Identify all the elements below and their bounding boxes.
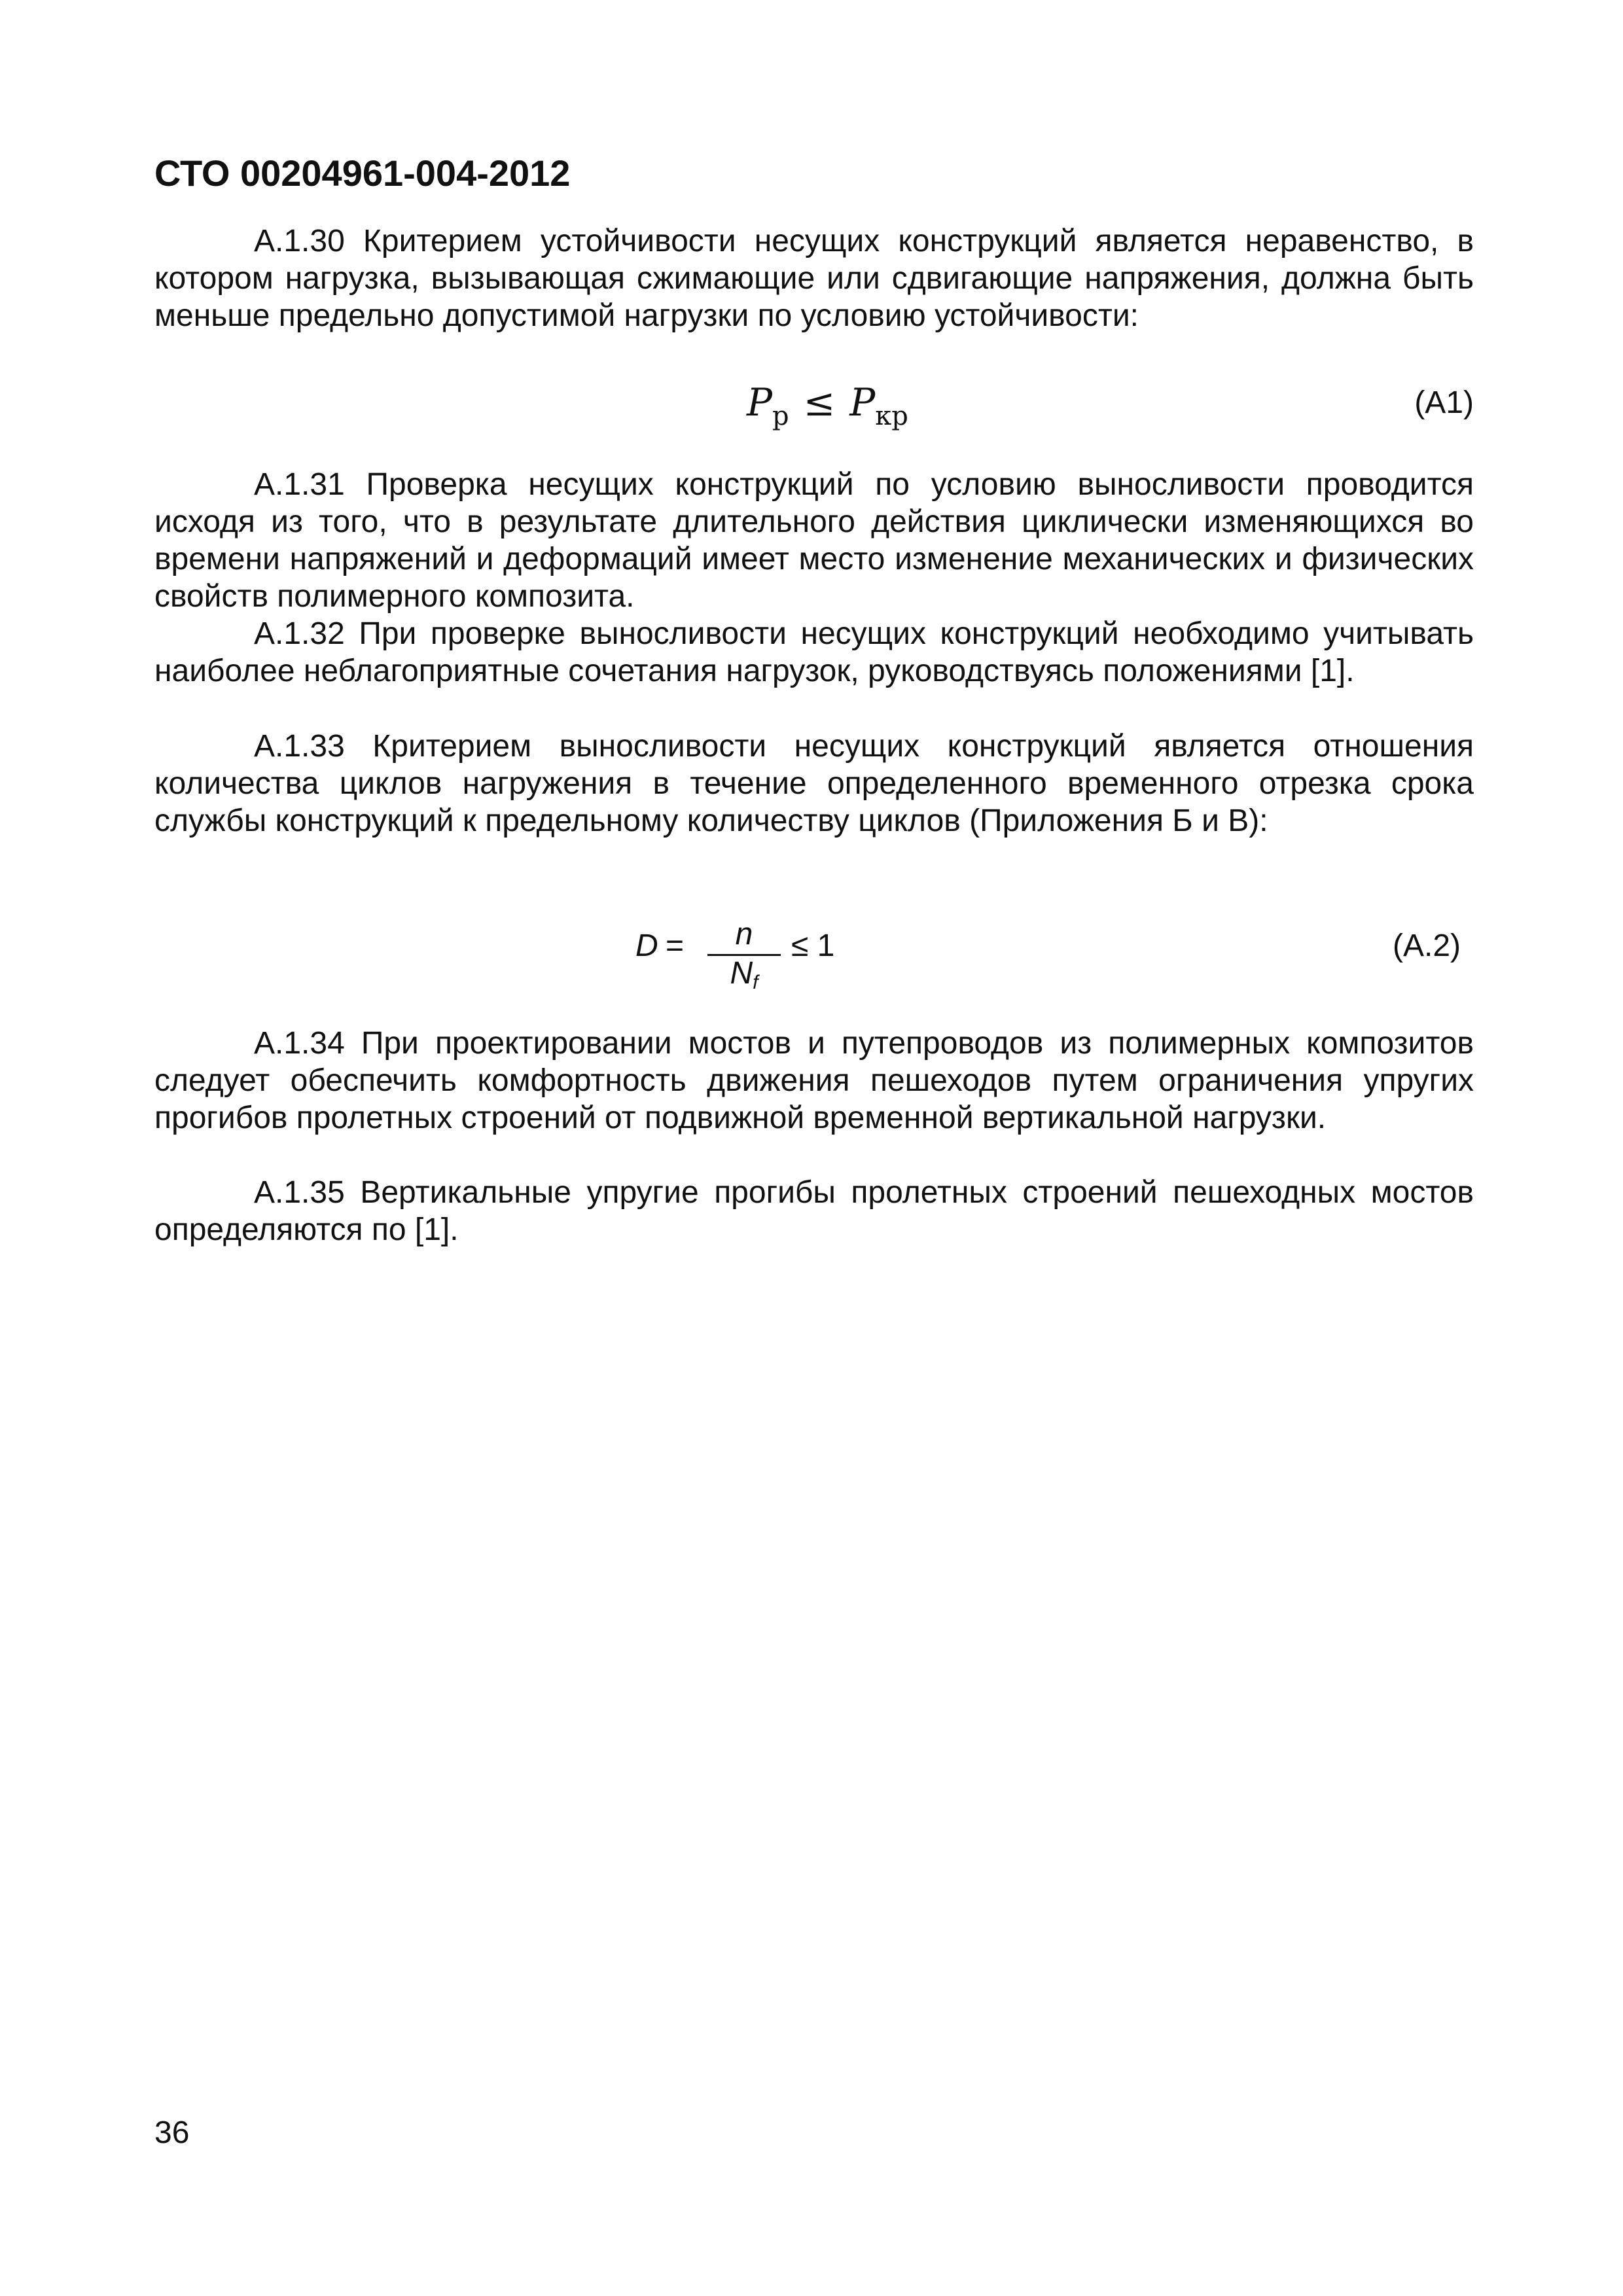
- formula-a2-number: (А.2): [1392, 928, 1461, 963]
- document-code-header: СТО 00204961-004-2012: [154, 152, 571, 194]
- formula-a1-left-symbol: P: [747, 380, 773, 425]
- formula-a1-expression: [747, 373, 908, 446]
- formula-a1-relation: ≤: [803, 380, 836, 425]
- formula-a2-rhs: ≤ 1: [791, 928, 835, 963]
- formula-a2-denominator: [707, 955, 781, 994]
- formula-a2-denominator-subscript: f: [753, 972, 758, 993]
- formula-a2-numerator: n: [735, 917, 753, 951]
- paragraph-a1-30: А.1.30 Критерием устойчивости несущих конструкций является неравенство, в котором нагрузка, вызывающая сжимающие или сдвигающие напряжения, должна быть меньше предельно допустимой нагрузки по условию устойчивости:: [154, 224, 1474, 333]
- paragraph-a1-34: А.1.34 При проектировании мостов и путепроводов из полимерных композитов следует обеспечить комфортность движения пешеходов путем ограничения упругих прогибов пролетных строений от подвижной временной вертикальной нагрузки.: [154, 1026, 1474, 1135]
- formula-a1-right-subscript: кр: [875, 401, 908, 431]
- page-number: 36: [154, 2115, 190, 2150]
- formula-a2-equals: =: [666, 928, 685, 963]
- paragraph-a1-33: А.1.33 Критерием выносливости несущих конструкций является отношения количества циклов нагружения в течение определенного временного отрезка срока службы конструкций к предельному количеству циклов (Приложения Б и В):: [154, 729, 1474, 838]
- formula-a2-fraction: [707, 915, 781, 993]
- formula-a1: [154, 373, 1474, 451]
- formula-a1-left-subscript: р: [772, 401, 789, 431]
- formula-a1-number: (А1): [1414, 385, 1474, 420]
- paragraph-a1-31: А.1.31 Проверка несущих конструкций по условию выносливости проводится исходя из того, что в результате длительного действия циклически изменяющихся во времени напряжений и деформаций имеет место изменение механических и физических свойств полимерного композита.: [154, 467, 1474, 614]
- paragraph-a1-35: А.1.35 Вертикальные упругие прогибы пролетных строений пешеходных мостов определяются по [1].: [154, 1175, 1474, 1247]
- formula-a2-lhs: D: [635, 928, 658, 963]
- formula-a2-denominator-symbol: N: [730, 956, 753, 991]
- formula-a1-right-symbol: P: [849, 380, 876, 425]
- formula-a2: [154, 915, 1474, 993]
- paragraph-a1-32: А.1.32 При проверке выносливости несущих конструкций необходимо учитывать наиболее неблагоприятные сочетания нагрузок, руководствуясь положениями [1].: [154, 616, 1474, 688]
